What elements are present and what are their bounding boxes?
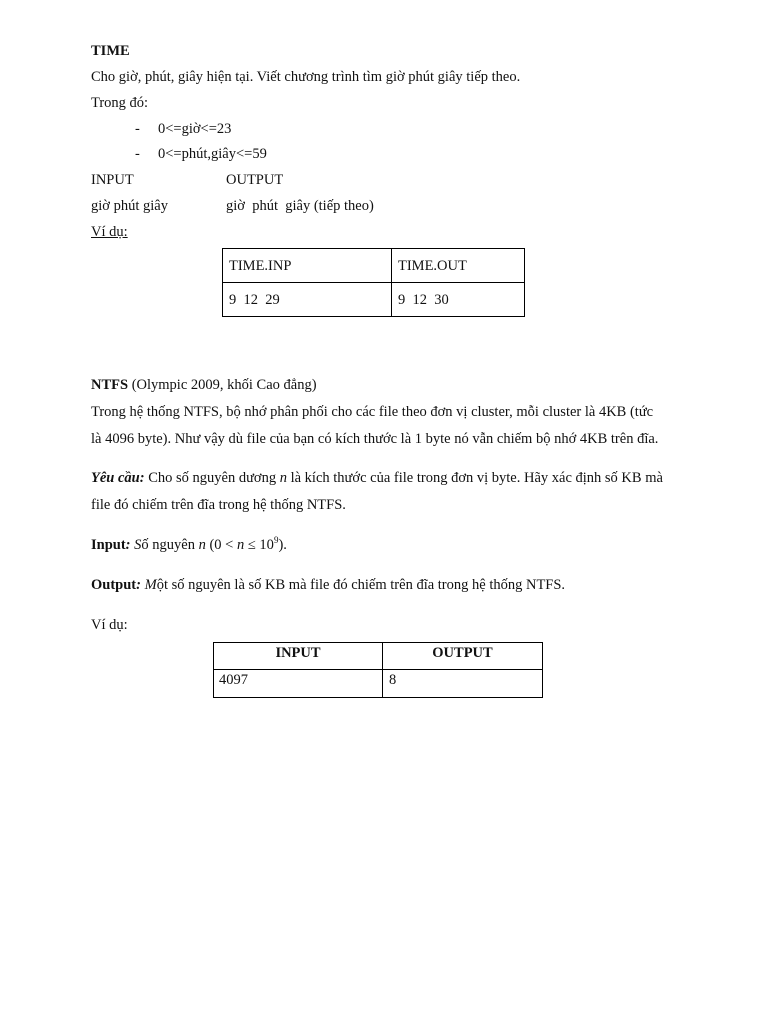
bullet-dash: - — [135, 121, 140, 137]
input-colon: : — [125, 537, 131, 553]
ntfs-subtitle: (Olympic 2009, khối Cao đẳng) — [128, 377, 317, 393]
header-output: OUTPUT — [432, 645, 493, 661]
requirement-variable: n — [279, 470, 287, 486]
input-variable: n — [198, 537, 206, 553]
input-text: S — [130, 537, 142, 553]
time-input-label: INPUT — [91, 172, 134, 188]
output-text: M — [140, 577, 157, 593]
table-cell — [382, 669, 543, 698]
time-output-format: giờ phút giây (tiếp theo) — [226, 198, 374, 214]
output-text: ột số nguyên là số KB mà file đó chiếm trên đĩa trong hệ thống NTFS. — [156, 577, 566, 593]
time-description: Cho giờ, phút, giây hiện tại. Viết chương trình tìm giờ phút giây tiếp theo. — [91, 69, 521, 85]
input-exponent: 9 — [273, 535, 279, 546]
cell-time-inp-value: 9 12 29 — [229, 292, 280, 308]
input-text: (0 < — [205, 537, 237, 553]
time-output-label: OUTPUT — [226, 172, 284, 188]
ntfs-paragraph-line: Trong hệ thống NTFS, bộ nhớ phân phối cho các file theo đơn vị cluster, mỗi cluster là 4KB (tức — [91, 404, 654, 420]
bullet-hour-range: 0<=giờ<=23 — [158, 121, 232, 137]
ntfs-heading — [91, 376, 317, 394]
bullet-minute-second-range: 0<=phút,giây<=59 — [158, 146, 267, 162]
output-label: Output — [91, 577, 137, 593]
ntfs-paragraph-line: là 4096 byte). Như vậy dù file của bạn có kích thước là 1 byte nó vẫn chiếm bộ nhớ 4KB trên đĩa. — [91, 431, 659, 447]
cell-input-value: 4097 — [219, 672, 248, 688]
time-title: TIME — [91, 43, 130, 59]
requirement-text: Cho số nguyên dương — [144, 470, 280, 486]
ntfs-requirement-line2: file đó chiếm trên đĩa trong hệ thống NTFS. — [91, 497, 346, 513]
requirement-text: là kích thước của file trong đơn vị byte. Hãy xác định số KB mà — [286, 470, 663, 486]
time-input-format: giờ phút giây — [91, 198, 168, 214]
table-header-cell — [391, 248, 525, 283]
table-header-cell — [382, 642, 543, 670]
table-cell — [213, 669, 383, 698]
input-label: Input — [91, 537, 126, 553]
table-header-cell — [213, 642, 383, 670]
ntfs-requirement — [91, 469, 663, 487]
requirement-label: Yêu cầu: — [91, 470, 145, 486]
output-colon: : — [136, 577, 141, 593]
header-time-inp: TIME.INP — [229, 258, 292, 274]
input-variable: n — [236, 537, 245, 553]
header-input: INPUT — [275, 645, 321, 661]
input-text: ố nguyên — [141, 537, 199, 553]
input-text: ). — [278, 537, 287, 553]
ntfs-title: NTFS — [91, 377, 129, 393]
ntfs-example-label: Ví dụ: — [91, 617, 128, 633]
cell-time-out-value: 9 12 30 — [398, 292, 449, 308]
time-example-label: Ví dụ: — [91, 224, 128, 240]
table-header-cell — [222, 248, 392, 283]
ntfs-input-spec — [91, 536, 287, 554]
ntfs-output-spec — [91, 576, 565, 594]
cell-output-value: 8 — [389, 672, 397, 688]
header-time-out: TIME.OUT — [398, 258, 467, 274]
input-text: ≤ 10 — [244, 537, 274, 553]
table-cell — [391, 282, 525, 317]
time-where-label: Trong đó: — [91, 95, 149, 111]
table-cell — [222, 282, 392, 317]
bullet-dash: - — [135, 146, 140, 162]
